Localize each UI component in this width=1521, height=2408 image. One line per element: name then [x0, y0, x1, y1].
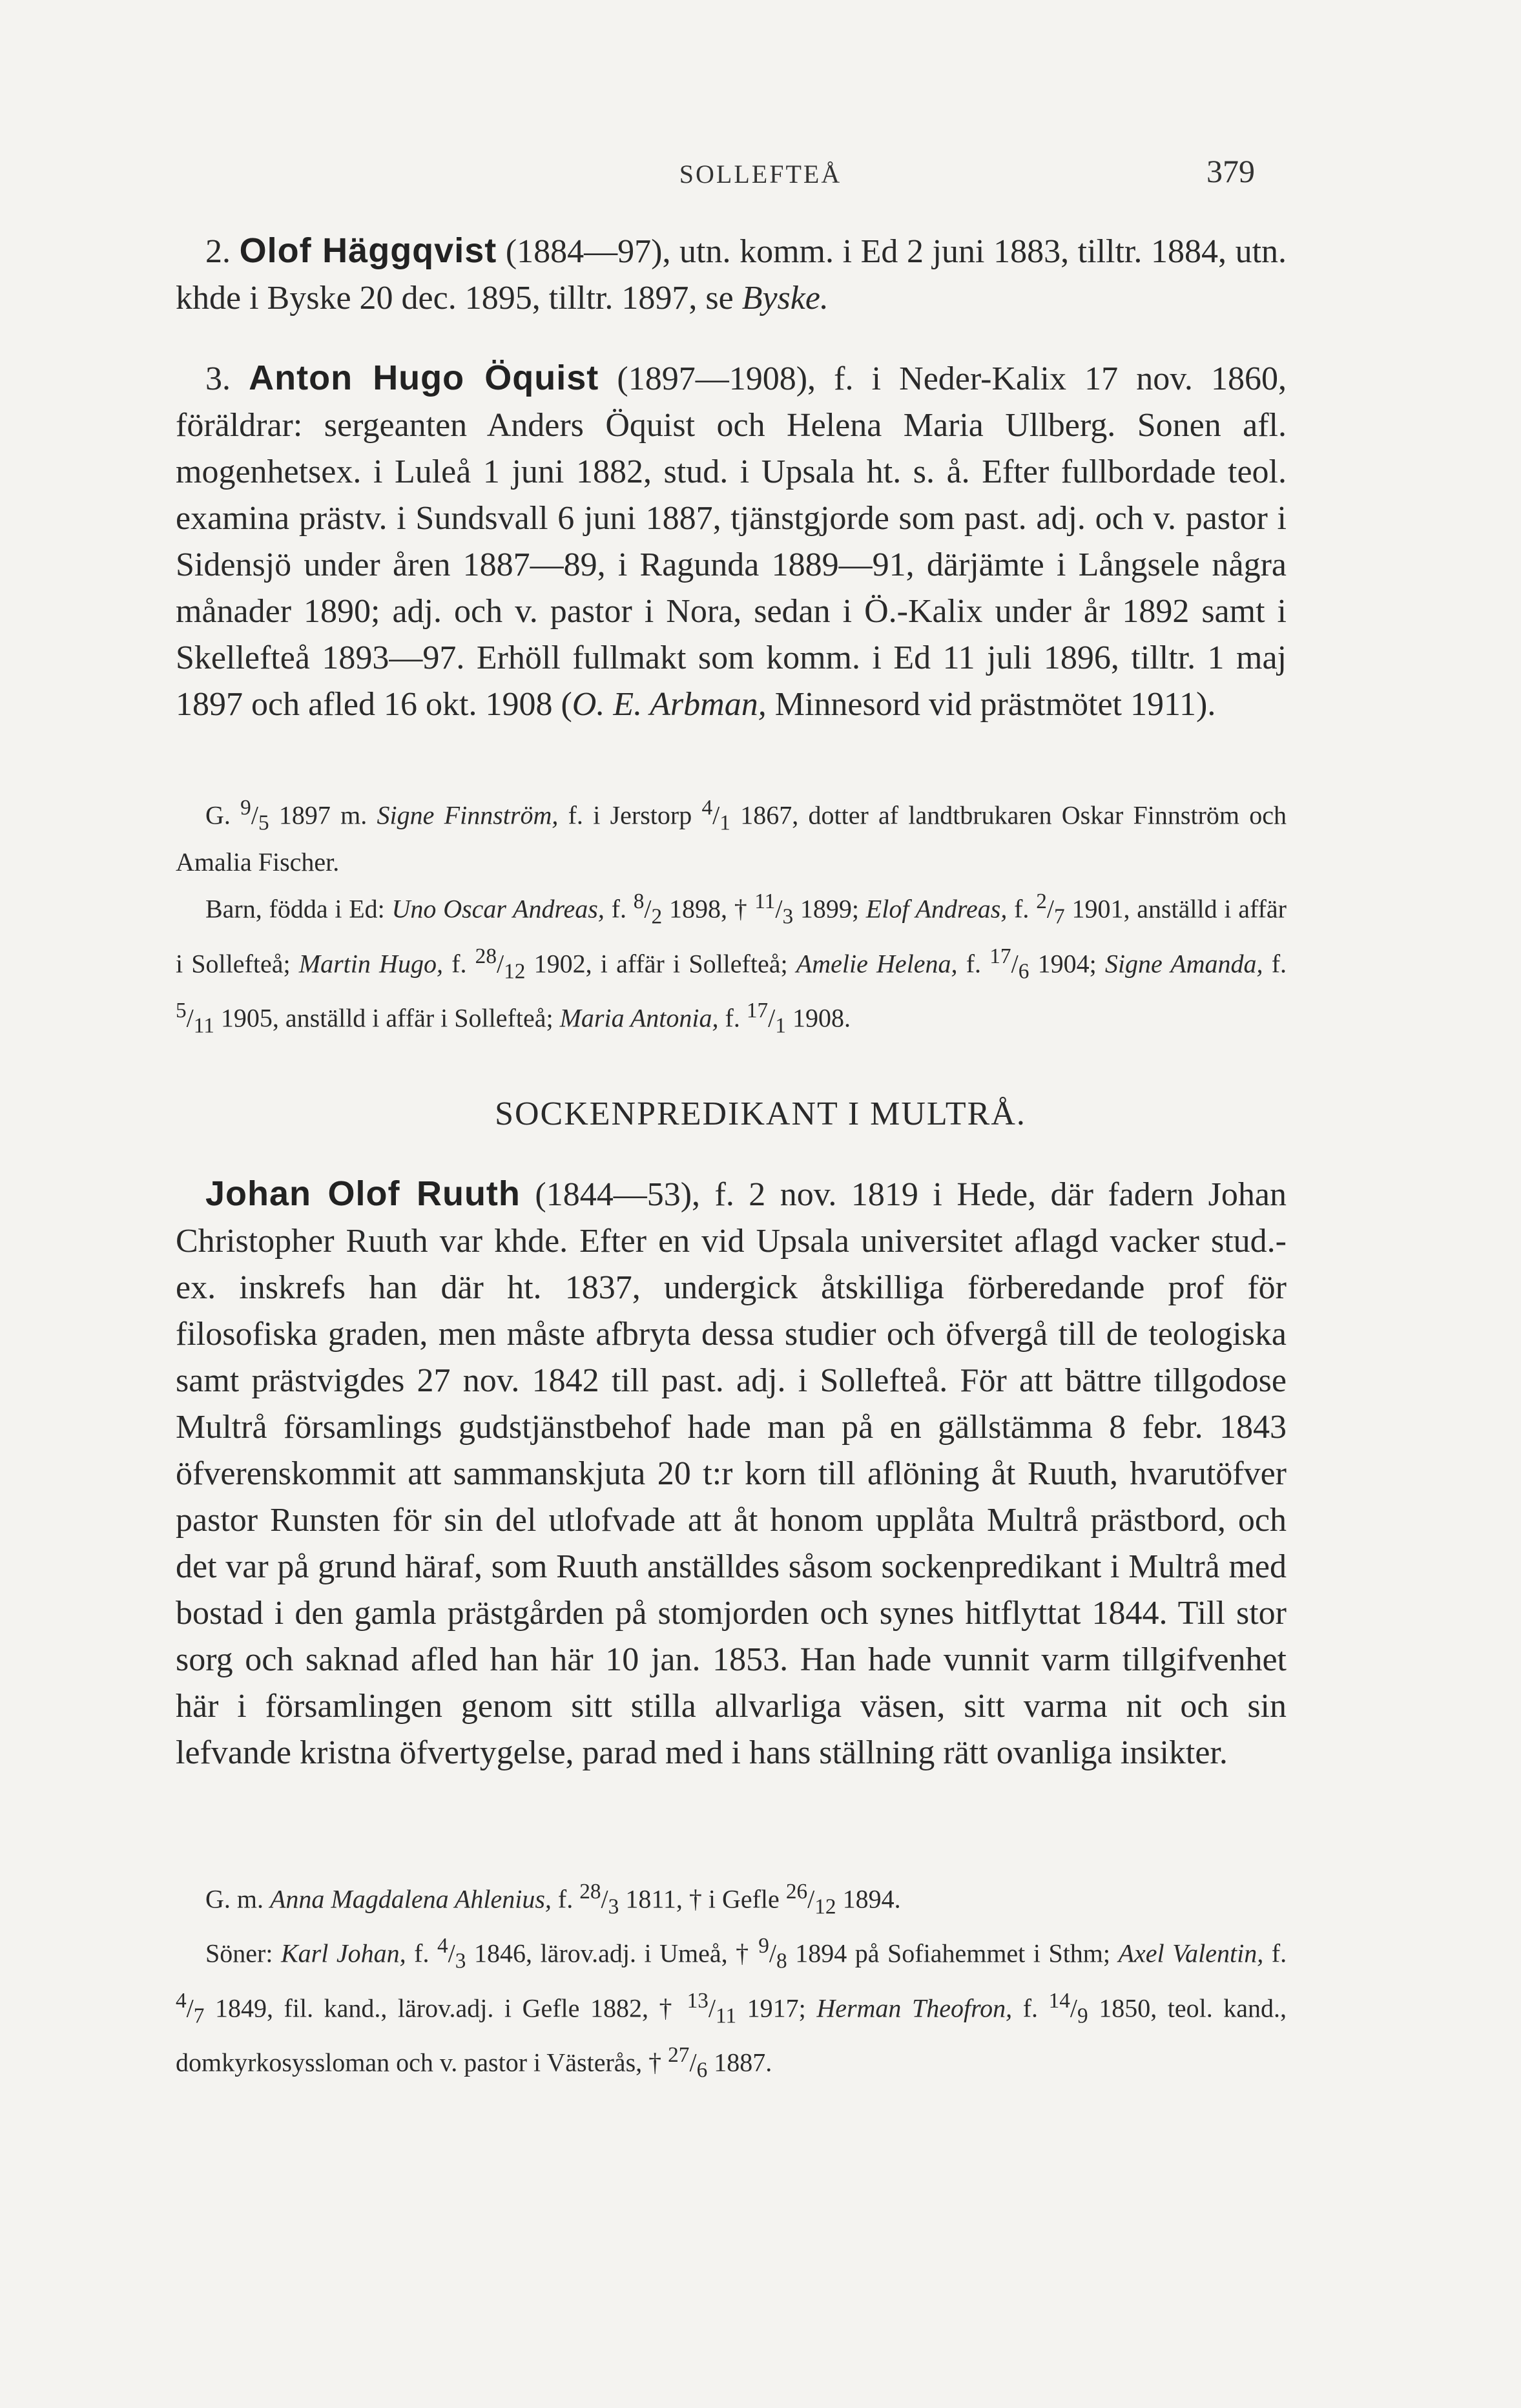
text-fragment: f.	[1014, 894, 1030, 924]
person-name: Anton Hugo Öquist	[249, 358, 599, 397]
child-name: Signe Amanda,	[1104, 948, 1263, 978]
text-fragment: G. m.	[205, 1884, 264, 1914]
fraction-numerator: 4	[701, 796, 713, 820]
source-text: Minnesord vid prästmötet 1911).	[774, 686, 1216, 723]
fraction-numerator: 5	[176, 998, 187, 1022]
fraction-denominator: 7	[193, 2003, 205, 2028]
text-fragment: 1901, anställd i affär i Sollefteå;	[176, 894, 1287, 978]
text-fragment: 1898, †	[668, 894, 748, 924]
sons-line: Söner: Karl Johan, f. $^4/_3$ 1846, lärov.adj. i Umeå, † $^9/_8$ 1894 på Sofiahemmet i Sthm; Axel Valentin, f. $^4/_7$ 1849, fil. kand., lärov.adj. i Gefle 1882, † $^{13}/_{11}$ 1917; Herman Theofron, f. $^{14}/_9$ 1850, teol. kand., domkyrkosyssloman och v. pastor i Västerås, † $^{27}/_6$ 1887.	[176, 1934, 1287, 2082]
fraction-numerator: 11	[754, 889, 776, 914]
person-name: Olof Häggqvist	[239, 231, 497, 270]
fraction-denominator: 2	[651, 904, 663, 929]
child-name: Amelie Helena,	[796, 948, 958, 978]
fraction-denominator: 6	[1018, 959, 1030, 983]
text-fragment: f.	[966, 948, 982, 978]
fraction-denominator: 3	[608, 1894, 619, 1919]
text-fragment: f.	[725, 1003, 740, 1033]
child-name: Martin Hugo,	[298, 948, 443, 978]
entry-text: (1844—53), f. 2 nov. 1819 i Hede, där fadern Johan Christopher Ruuth var khde. Efter en vid Upsala universitet aflagd vacker stud.-ex. inskrefs han där ht. 1837, undergick åtskilliga förberedande prof för filosofiska graden, men måste afbryta dessa studier och öfvergå till de teologiska samt prästvigdes 27 nov. 1842 till past. adj. i Sollefteå. För att bättre tillgodose Multrå församlings gudstjänstbehof hade man på en gällstämma 8 febr. 1843 öfverenskommit att sammanskjuta 20 t:r korn till aflöning åt Ruuth, hvarutöfver pastor Runsten för sin del utlofvade att åt honom upplåta Multrå prästbord, och det var på grund häraf, som Ruuth anställdes såsom sockenpredikant i Multrå med bostad i den gamla prästgården på stomjorden och synes hitflyttat 1844. Till stor sorg och saknad afled han här 10 jan. 1853. Han hade vunnit varm tillgifvenhet här i församlingen genom sitt stilla allvarliga väsen, sitt varma nit och sin lefvande kristna öfvertygelse, parad med i hans ställning rätt ovanliga insikter.	[176, 1176, 1287, 1771]
fraction-numerator: 9	[240, 796, 251, 820]
fraction-denominator: 1	[719, 811, 730, 835]
text-fragment: 1867, dotter af landtbrukaren Oskar Finnström och Amalia Fischer.	[176, 800, 1287, 877]
entry-haggqvist	[176, 227, 1287, 322]
fraction-numerator: 27	[668, 2042, 690, 2067]
text-fragment: 1811, † i Gefle	[625, 1884, 780, 1914]
fraction-denominator: 11	[716, 2003, 737, 2028]
text-fragment: 1897 m.	[278, 800, 367, 830]
marriage-line: G. m. Anna Magdalena Ahlenius, f. $^{28}/_3$ 1811, † i Gefle $^{26}/_{12}$ 1894.	[205, 1880, 901, 1919]
entry-text: (1884—97), utn. komm. i Ed 2 juni 1883, tilltr. 1884, utn. khde i Byske 20 dec. 1895, tilltr. 1897, se	[176, 233, 1287, 317]
fraction-denominator: 9	[1077, 2003, 1088, 2028]
spouse-name: Anna Magdalena Ahlenius,	[270, 1884, 552, 1914]
fraction-denominator: 12	[814, 1894, 836, 1919]
text-fragment: f.	[451, 948, 467, 978]
text-fragment: 1902, i affär i Sollefteå;	[533, 948, 788, 978]
text-fragment: f.	[1271, 948, 1287, 978]
fraction-numerator: 2	[1036, 889, 1047, 914]
child-name: Uno Oscar Andreas,	[391, 894, 605, 924]
source-author: O. E. Arbman,	[572, 686, 767, 723]
text-fragment: f.	[1022, 1993, 1039, 2022]
son-name: Karl Johan,	[280, 1938, 406, 1968]
fraction-denominator: 11	[193, 1013, 214, 1038]
entry-ruuth	[176, 1170, 1287, 1776]
text-fragment: 1849, fil. kand., lärov.adj. i Gefle 1882, †	[215, 1993, 677, 2022]
fraction-numerator: 4	[437, 1934, 448, 1958]
entry-number: 2.	[205, 233, 231, 270]
son-name: Axel Valentin,	[1118, 1938, 1264, 1968]
fraction-denominator: 12	[504, 959, 526, 983]
fraction-numerator: 26	[785, 1880, 808, 1904]
text-fragment: f.	[1271, 1938, 1287, 1968]
fraction-numerator: 9	[758, 1934, 769, 1958]
fraction-denominator: 3	[782, 904, 794, 929]
text-fragment: 1904;	[1037, 948, 1097, 978]
text-fragment: Barn, födda i Ed:	[205, 894, 385, 924]
spouse-name: Signe Finnström,	[377, 800, 559, 830]
marriage-line: G. $^9/_5$ 1897 m. Signe Finnström, f. i Jerstorp $^4/_1$ 1867, dotter af landtbrukaren Oskar Finnström och Amalia Fischer.	[176, 796, 1287, 877]
family-oquist	[176, 788, 1287, 1045]
fraction-numerator: 4	[176, 1988, 187, 2013]
page-number: 379	[1206, 153, 1255, 189]
text-fragment: G.	[205, 800, 231, 830]
children-line: Barn, födda i Ed: Uno Oscar Andreas, f. $^8/_2$ 1898, † $^{11}/_3$ 1899; Elof Andreas, f. $^2/_7$ 1901, anställd i affär i Sollefteå; Martin Hugo, f. $^{28}/_{12}$ 1902, i affär i Sollefteå; Amelie Helena, f. $^{17}/_6$ 1904; Signe Amanda, f. $^5/_{11}$ 1905, anställd i affär i Sollefteå; Maria Antonia, f. $^{17}/_1$ 1908.	[176, 889, 1287, 1038]
text-fragment: 1894.	[842, 1884, 901, 1914]
text-fragment: f.	[611, 894, 626, 924]
text-fragment: f. i Jerstorp	[568, 800, 692, 830]
fraction-numerator: 17	[746, 998, 769, 1022]
text-fragment: f.	[414, 1938, 429, 1968]
text-fragment: f.	[557, 1884, 574, 1914]
fraction-numerator: 28	[475, 944, 497, 968]
running-title: SOLLEFTEÅ	[679, 160, 842, 189]
text-fragment: 1846, lärov.adj. i Umeå, †	[474, 1938, 750, 1968]
fraction-denominator: 6	[696, 2058, 708, 2082]
fraction-numerator: 13	[687, 1988, 709, 2013]
fraction-denominator: 3	[455, 1949, 466, 1973]
fraction-numerator: 14	[1048, 1988, 1070, 2013]
text-fragment: 1894 på Sofiahemmet i Sthm;	[795, 1938, 1111, 1968]
fraction-numerator: 28	[579, 1880, 601, 1904]
fraction-denominator: 7	[1054, 904, 1065, 929]
child-name: Elof Andreas,	[865, 894, 1008, 924]
cross-reference: Byske.	[741, 280, 829, 317]
text-fragment: 1887.	[714, 2048, 772, 2077]
text-fragment: 1850, teol. kand., domkyrkosyssloman och v. pastor i Västerås, †	[176, 1993, 1287, 2077]
fraction-denominator: 1	[775, 1013, 786, 1038]
text-fragment: 1905, anställd i affär i Sollefteå;	[220, 1003, 554, 1033]
entry-text: (1897—1908), f. i Neder-Kalix 17 nov. 1860, föräldrar: sergeanten Anders Öquist och Helena Maria Ullberg. Sonen afl. mogenhetsex. i Luleå 1 juni 1882, stud. i Upsala ht. s. å. Efter fullbordade teol. examina prästv. i Sundsvall 6 juni 1887, tjänstgjorde som past. adj. och v. pastor i Sidensjö under åren 1887—89, i Ragunda 1889—91, därjämte i Långsele några månader 1890; adj. och v. pastor i Nora, sedan i Ö.-Kalix under år 1892 samt i Skellefteå 1893—97. Erhöll fullmakt som komm. i Ed 11 juli 1896, tilltr. 1 maj 1897 och afled 16 okt. 1908 (	[176, 360, 1287, 723]
fraction-numerator: 17	[989, 944, 1011, 968]
person-name: Johan Olof Ruuth	[205, 1174, 521, 1213]
text-fragment: 1917;	[747, 1993, 806, 2022]
child-name: Maria Antonia,	[559, 1003, 719, 1033]
text-fragment: 1899;	[800, 894, 860, 924]
text-fragment: Söner:	[205, 1938, 273, 1968]
family-ruuth	[176, 1872, 1287, 2090]
text-fragment: 1908.	[792, 1003, 851, 1033]
section-heading: SOCKENPREDIKANT I MULTRÅ.	[495, 1095, 1026, 1132]
fraction-denominator: 5	[258, 811, 269, 835]
son-name: Herman Theofron,	[816, 1993, 1013, 2022]
entry-number: 3.	[205, 360, 231, 397]
entry-oquist	[176, 355, 1287, 728]
fraction-numerator: 8	[633, 889, 645, 914]
fraction-denominator: 8	[776, 1949, 787, 1973]
